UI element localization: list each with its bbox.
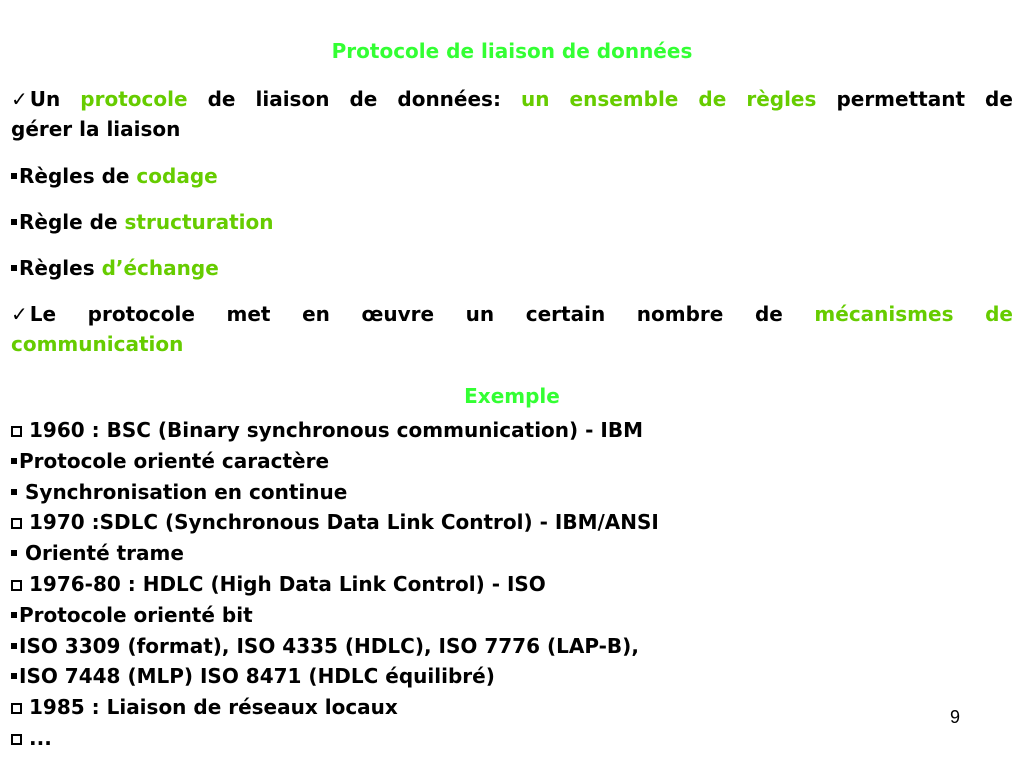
checkbox-bullet-icon xyxy=(11,580,22,591)
word: un xyxy=(465,302,495,326)
word: en xyxy=(302,302,330,326)
checkmark-icon: ✓ xyxy=(11,302,28,326)
rule-item-codage xyxy=(11,161,1013,191)
square-bullet-icon xyxy=(11,643,17,649)
page-number: 9 xyxy=(950,707,961,727)
word: permettant xyxy=(836,87,966,111)
word xyxy=(11,84,60,114)
example-text: 1985 : Liaison de réseaux locaux xyxy=(29,695,398,720)
word: nombre xyxy=(636,302,724,326)
checkbox-bullet-icon xyxy=(11,426,22,437)
word: certain xyxy=(525,302,606,326)
square-bullet-icon xyxy=(11,173,17,179)
word: mécanismes xyxy=(814,302,954,326)
example-heading: Exemple xyxy=(464,384,560,408)
word: de xyxy=(985,302,1013,326)
example-text: Protocole orienté bit xyxy=(19,602,253,627)
example-item xyxy=(11,661,495,691)
word-text: Le xyxy=(29,302,57,326)
word: de xyxy=(207,87,236,111)
example-text: Protocole orienté caractère xyxy=(19,448,330,473)
word-text: Un xyxy=(29,87,61,111)
checkbox-bullet-icon xyxy=(11,703,22,714)
bullet-protocol-definition-cont xyxy=(11,114,1013,144)
square-bullet-icon xyxy=(11,489,17,495)
square-bullet-icon xyxy=(11,550,17,556)
bullet-line-2: gérer la liaison xyxy=(11,117,181,141)
checkmark-icon: ✓ xyxy=(11,87,28,111)
bullet-protocol-definition xyxy=(11,84,1013,114)
slide-title: Protocole de liaison de données xyxy=(331,39,693,63)
square-bullet-icon xyxy=(11,458,17,464)
example-text: 1976-80 : HDLC (High Data Link Control) - ISO xyxy=(29,572,546,596)
example-item xyxy=(11,477,347,507)
rule-highlight: structuration xyxy=(124,210,274,234)
word: œuvre xyxy=(361,302,435,326)
rule-highlight: codage xyxy=(136,164,218,188)
example-item xyxy=(11,446,329,476)
bullet-line-1 xyxy=(11,299,1013,329)
word: de xyxy=(754,302,783,326)
word: de xyxy=(698,87,727,111)
example-item xyxy=(11,538,184,568)
square-bullet-icon xyxy=(11,265,17,271)
bullet-line-1 xyxy=(11,84,1013,114)
example-text: Synchronisation en continue xyxy=(25,479,348,504)
rule-item-structuration xyxy=(11,207,1013,237)
square-bullet-icon xyxy=(11,673,17,679)
word: de xyxy=(985,87,1013,111)
example-item xyxy=(11,723,52,753)
word: met xyxy=(226,302,271,326)
word: un xyxy=(521,87,550,111)
word: ensemble xyxy=(569,87,679,111)
example-text: ISO 7448 (MLP) ISO 8471 (HDLC équilibré) xyxy=(19,664,495,689)
checkbox-bullet-icon xyxy=(11,734,22,745)
example-item xyxy=(11,631,639,661)
example-item xyxy=(11,415,643,445)
bullet-mechanisms-cont xyxy=(11,329,1013,359)
rule-prefix: Règles de xyxy=(19,164,137,188)
example-text: Orienté trame xyxy=(25,541,184,566)
word: protocole xyxy=(80,87,188,111)
word xyxy=(11,299,56,329)
word: protocole xyxy=(87,302,195,326)
bullet-mechanisms xyxy=(11,299,1013,329)
example-item xyxy=(11,569,546,599)
square-bullet-icon xyxy=(11,612,17,618)
example-item xyxy=(11,692,398,722)
word: liaison xyxy=(255,87,330,111)
example-text: ... xyxy=(29,726,52,750)
example-text: ISO 3309 (format), ISO 4335 (HDLC), ISO 7776 (LAP-B), xyxy=(19,633,639,658)
rule-prefix: Règle de xyxy=(19,210,125,234)
rule-item-echange xyxy=(11,253,1013,283)
bullet-line-2: communication xyxy=(11,332,184,356)
square-bullet-icon xyxy=(11,219,17,225)
example-item xyxy=(11,507,659,537)
example-text: 1970 :SDLC (Synchronous Data Link Control) - IBM/ANSI xyxy=(29,510,659,535)
word: règles xyxy=(746,87,817,111)
rule-highlight: d’échange xyxy=(101,256,219,280)
word: données: xyxy=(397,87,501,111)
example-item xyxy=(11,600,253,630)
example-text: 1960 : BSC (Binary synchronous communication) - IBM xyxy=(29,418,643,442)
rule-prefix: Règles xyxy=(19,256,102,280)
checkbox-bullet-icon xyxy=(11,518,22,529)
word: de xyxy=(349,87,378,111)
